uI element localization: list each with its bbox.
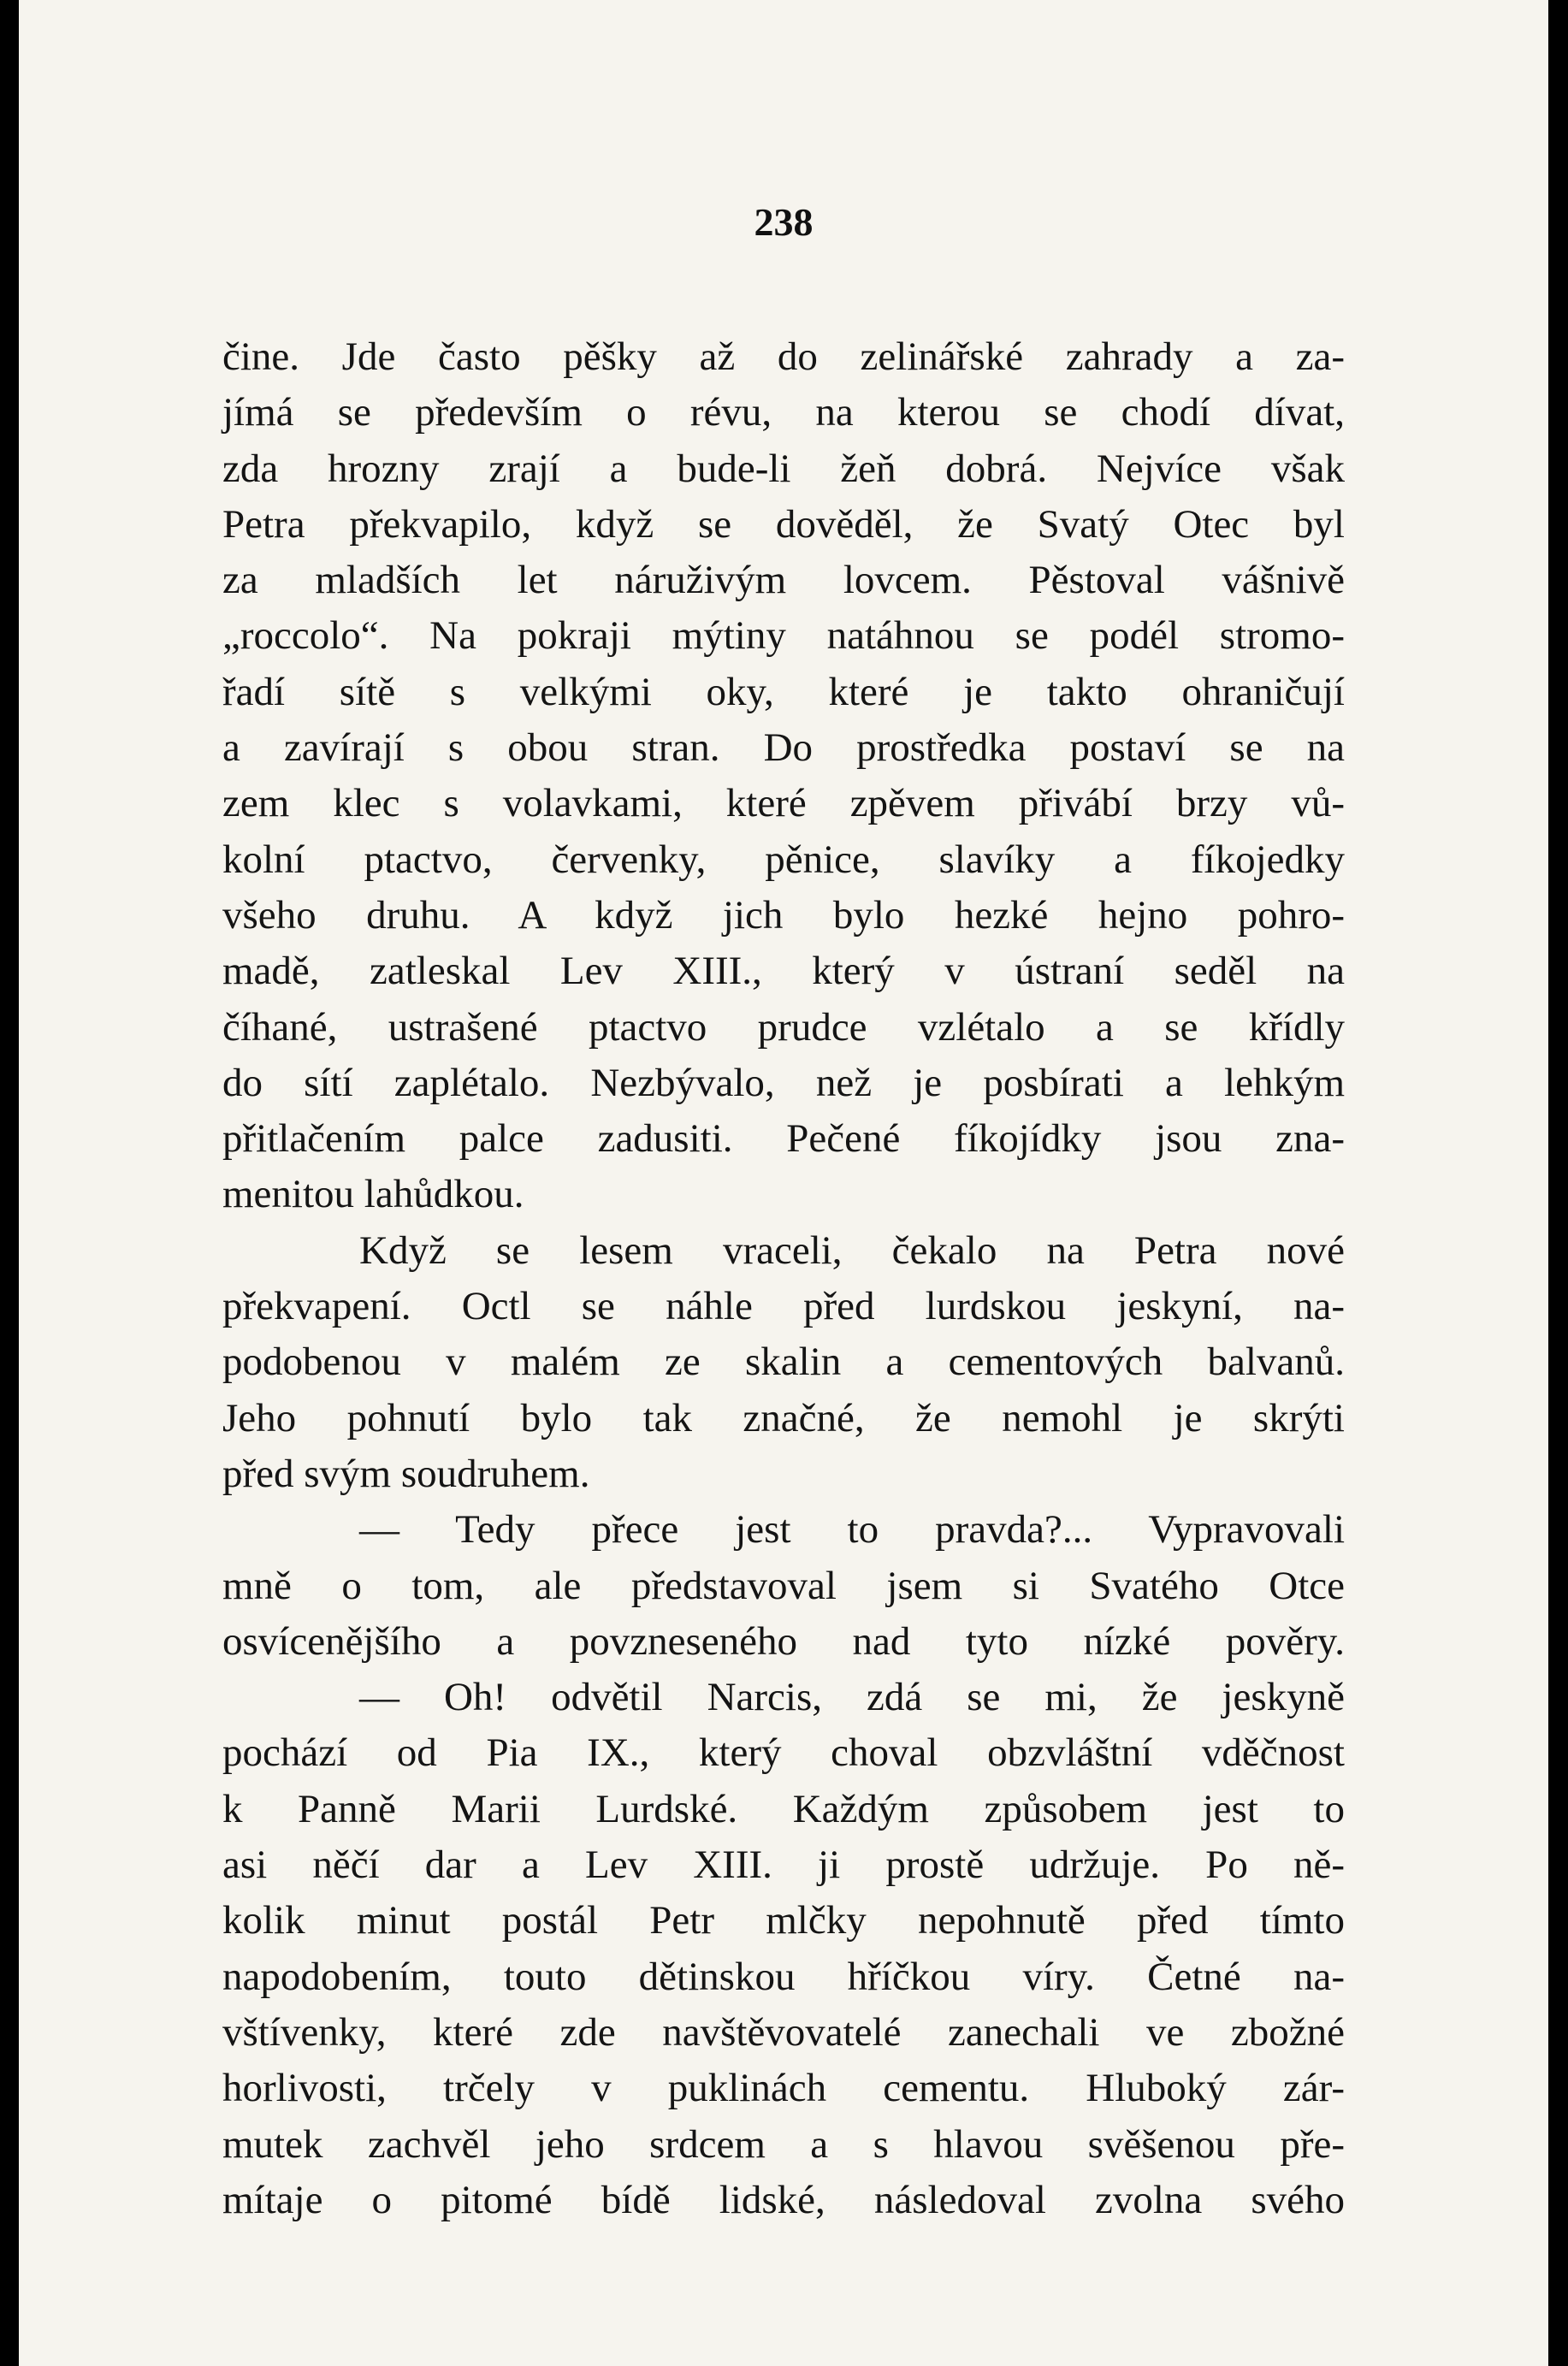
- text-line: napodobením, touto dětinskou hříčkou víry. Četné na-: [222, 1954, 1345, 1999]
- page-number: 238: [754, 200, 814, 244]
- text-line: překvapení. Octl se náhle před lurdskou jeskyní, na-: [222, 1284, 1345, 1329]
- paragraph: [222, 329, 1345, 1223]
- text-line: jímá se především o révu, na kterou se chodí dívat,: [222, 390, 1345, 435]
- text-line: do sítí zaplétalo. Nezbývalo, než je posbírati a lehkým: [222, 1060, 1345, 1105]
- text-line: horlivosti, trčely v puklinách cementu. Hluboký zár-: [222, 2066, 1345, 2111]
- text-line: madě, zatleskal Lev XIII., který v ústraní seděl na: [222, 949, 1345, 994]
- text-line: přitlačením palce zadusiti. Pečené fíkojídky jsou zna-: [222, 1116, 1345, 1162]
- paragraph: [222, 1502, 1345, 1670]
- text-line: zda hrozny zrají a bude-li žeň dobrá. Nejvíce však: [222, 446, 1345, 491]
- text-line: před svým soudruhem.: [222, 1451, 590, 1496]
- text-line: Jeho pohnutí bylo tak značné, že nemohl je skrýti: [222, 1395, 1345, 1440]
- text-line: podobenou v malém ze skalin a cementových balvanů.: [222, 1340, 1345, 1385]
- text-line: osvícenějšího a povzneseného nad tyto nízké pověry.: [222, 1618, 1345, 1664]
- text-line: kolní ptactvo, červenky, pěnice, slavíky a fíkojedky: [222, 837, 1345, 882]
- paragraph: [222, 1223, 1345, 1502]
- text-line: k Panně Marii Lurdské. Každým způsobem jest to: [222, 1786, 1345, 1831]
- text-line: řadí sítě s velkými oky, které je takto ohraničují: [222, 669, 1345, 714]
- text-line: pochází od Pia IX., který choval obzvláštní vděčnost: [222, 1730, 1345, 1776]
- text-line: menitou lahůdkou.: [222, 1172, 524, 1217]
- text-line: a zavírají s obou stran. Do prostředka postaví se na: [222, 725, 1345, 771]
- text-line: Petra překvapilo, když se dověděl, že Svatý Otec byl: [222, 501, 1345, 547]
- text-line: Když se lesem vraceli, čekalo na Petra nové: [359, 1227, 1345, 1273]
- text-line: mutek zachvěl jeho srdcem a s hlavou svěšenou pře-: [222, 2121, 1345, 2167]
- body-text: [222, 329, 1345, 2228]
- text-line: čine. Jde často pěšky až do zelinářské zahrady a za-: [222, 334, 1345, 379]
- text-line: za mladších let náruživým lovcem. Pěstoval vášnivě: [222, 558, 1345, 603]
- text-line: zem klec s volavkami, které zpěvem přivábí brzy vů-: [222, 781, 1345, 826]
- text-line: asi něčí dar a Lev XIII. ji prostě udržuje. Po ně-: [222, 1843, 1345, 1888]
- text-line: „roccolo“. Na pokraji mýtiny natáhnou se podél stromo-: [222, 613, 1345, 659]
- text-line: kolik minut postál Petr mlčky nepohnutě před tímto: [222, 1898, 1345, 1943]
- text-line: — Oh! odvětil Narcis, zdá se mi, že jeskyně: [359, 1675, 1345, 1720]
- text-line: vštívenky, které zde navštěvovatelé zanechali ve zbožné: [222, 2009, 1345, 2055]
- paragraph: [222, 1670, 1345, 2228]
- text-line: číhané, ustrašené ptactvo prudce vzlétalo a se křídly: [222, 1004, 1345, 1050]
- text-line: mně o tom, ale představoval jsem si Svatého Otce: [222, 1563, 1345, 1608]
- text-line: mítaje o pitomé bídě lidské, následoval zvolna svého: [222, 2177, 1345, 2222]
- text-line: — Tedy přece jest to pravda?... Vypravovali: [359, 1507, 1345, 1553]
- book-page: [19, 0, 1548, 2366]
- text-line: všeho druhu. A když jich bylo hezké hejno pohro-: [222, 892, 1345, 938]
